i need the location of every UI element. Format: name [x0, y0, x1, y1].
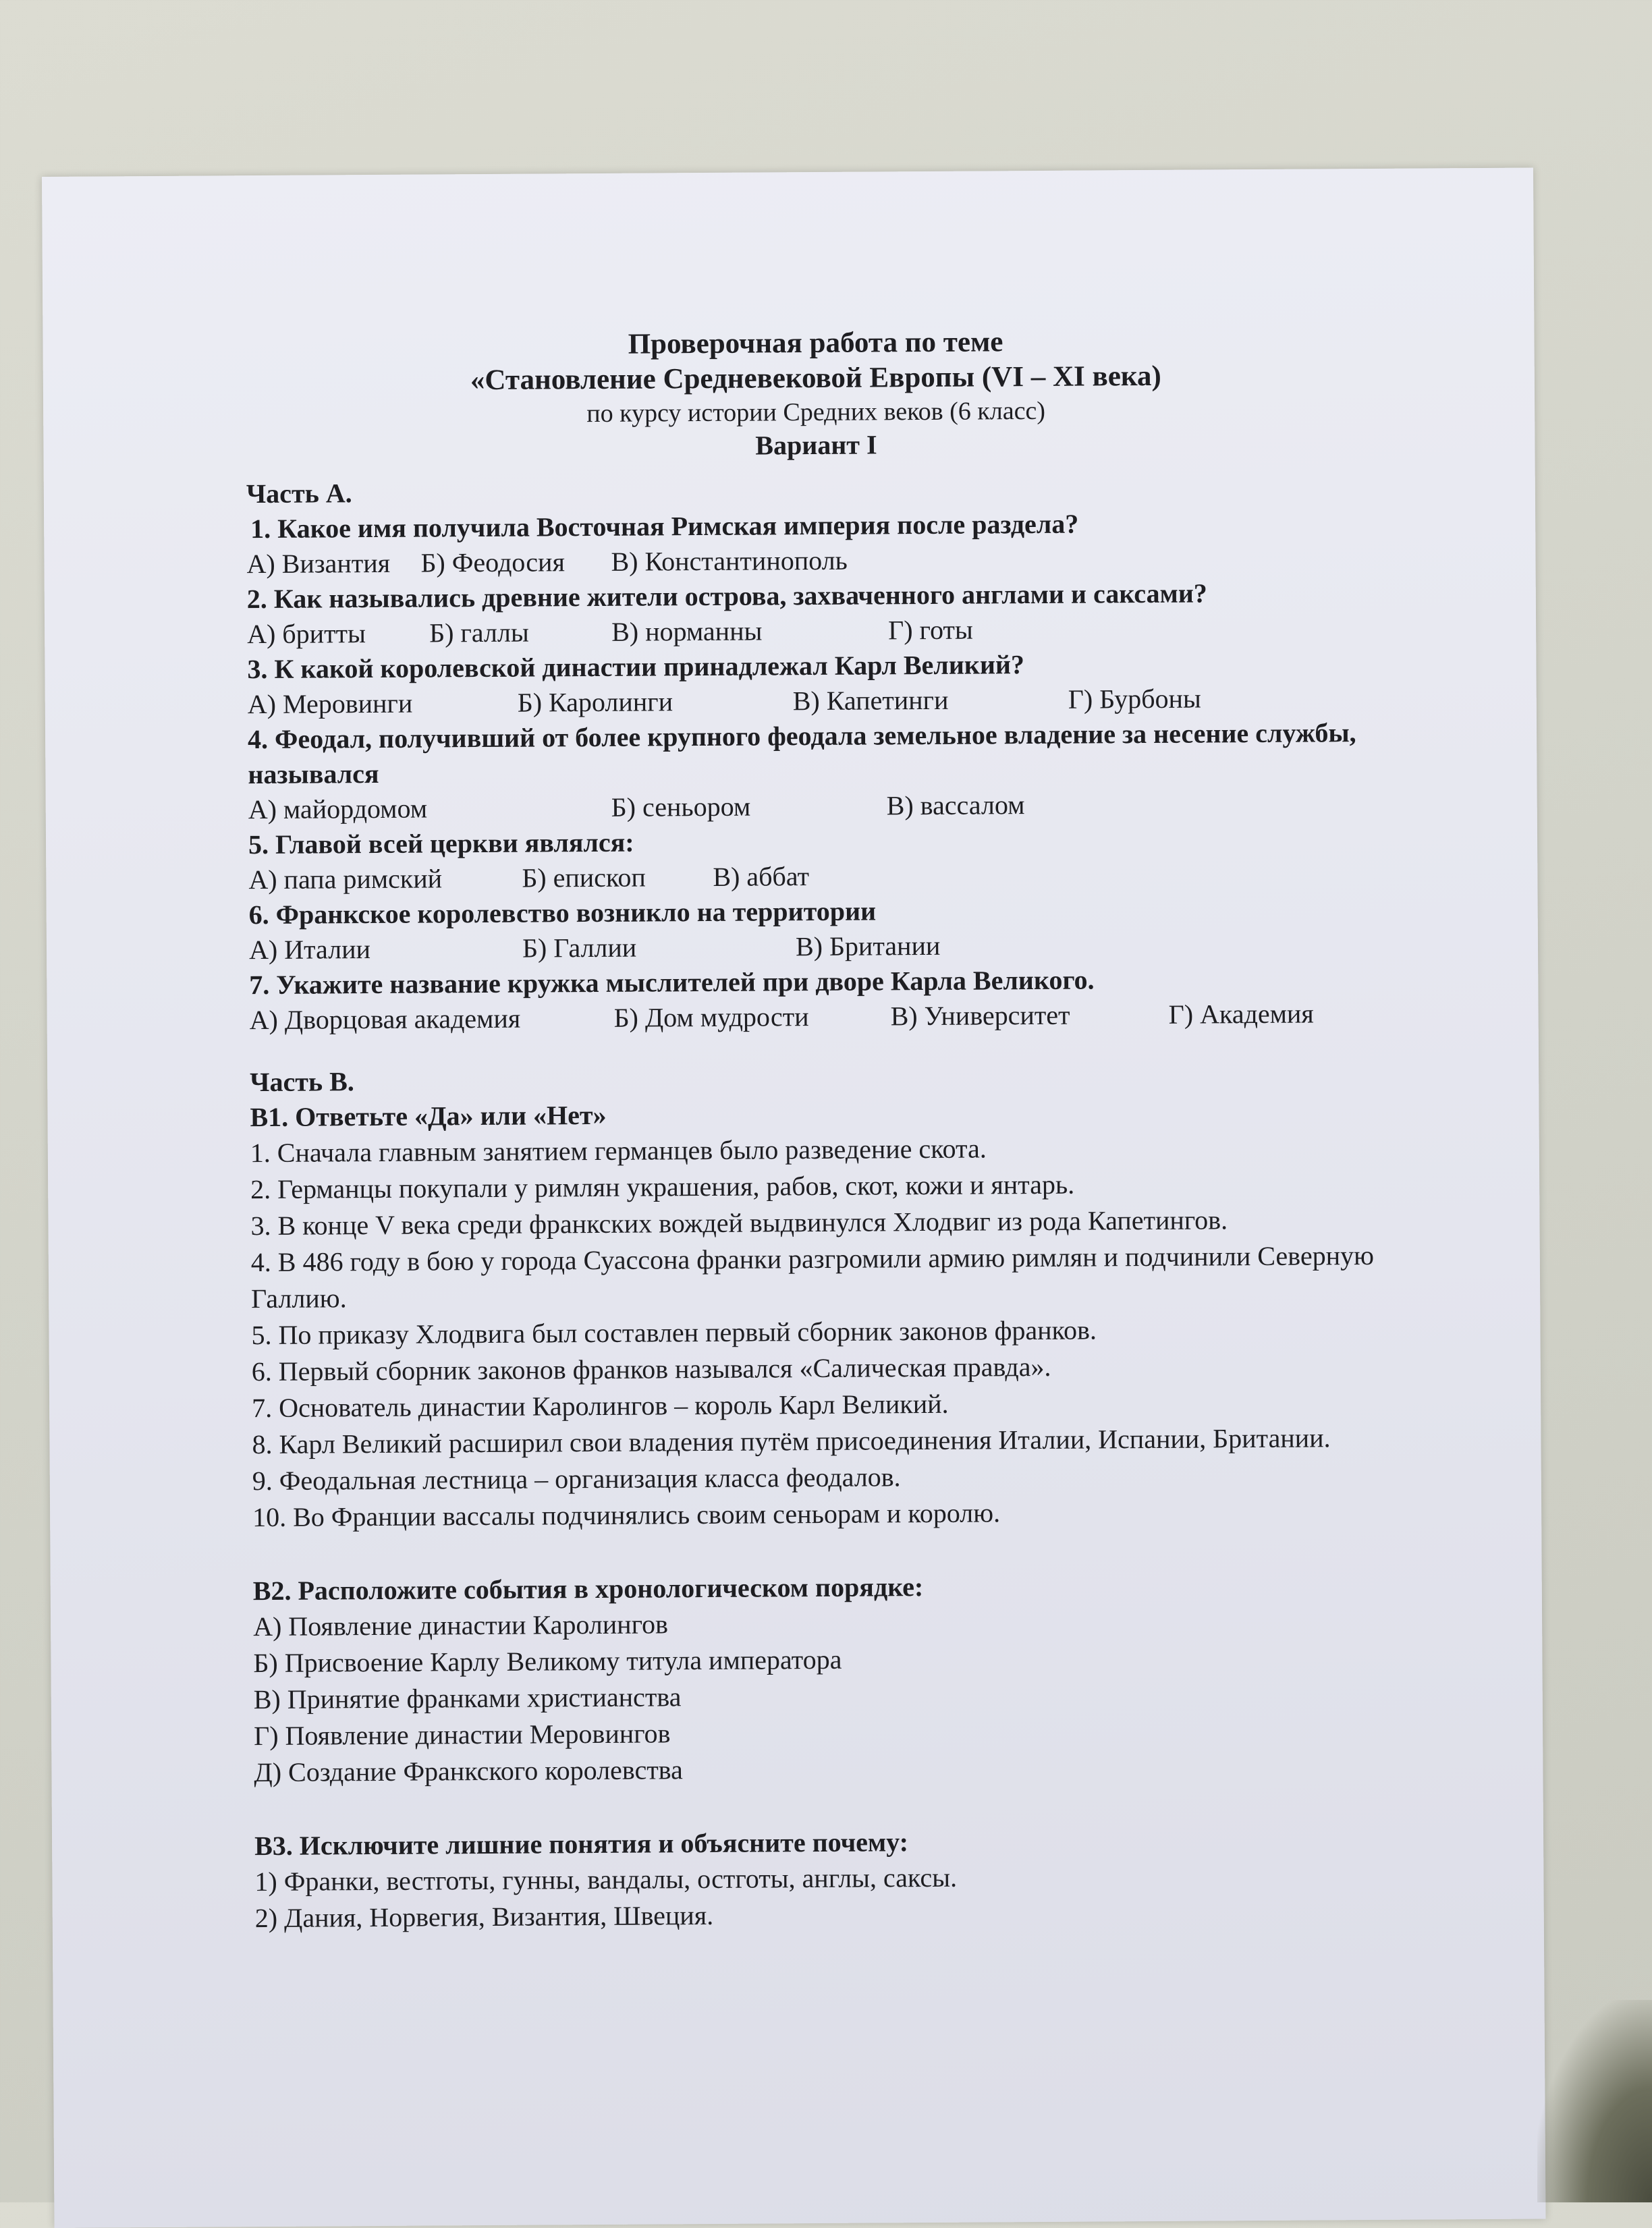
option: А) Дворцовая академия [249, 1003, 521, 1036]
b3-item: 1) Франки, вестготы, гунны, вандалы, остготы, англы, саксы. [254, 1862, 958, 1897]
question-5: 5. Главой всей церкви являлся: [248, 827, 634, 860]
b1-statement: 2. Германцы покупали у римлян украшения, рабов, скот, кожи и янтарь. [250, 1169, 1075, 1205]
b1-heading: В1. Ответьте «Да» или «Нет» [250, 1099, 607, 1133]
option: Г) готы [887, 614, 973, 646]
question-6: 6. Франкское королевство возникло на территории [248, 895, 877, 930]
b3-item: 2) Дания, Норвегия, Византия, Швеция. [254, 1899, 714, 1934]
b1-statement: 6. Первый сборник законов франков назывался «Салическая правда». [251, 1351, 1051, 1387]
option: Г) Академия [1168, 998, 1314, 1030]
b1-statement: 4. В 486 году в бою у города Суассона франки разгромили армию римлян и подчинили Северную Галлию. [250, 1240, 1375, 1314]
b2-item: Б) Присвоение Карлу Великому титула императора [253, 1644, 842, 1679]
option: Б) Дом мудрости [613, 1001, 809, 1033]
b2-item: В) Принятие франками христианства [253, 1681, 682, 1715]
title-line-2: «Становление Средневековой Европы (VI – XI века) [470, 360, 1161, 397]
option: А) папа римский [248, 863, 443, 895]
option: В) Капетинги [792, 684, 949, 717]
option: Б) Галлии [522, 932, 637, 964]
b1-statement: 1. Сначала главным занятием германцев было разведение скота. [250, 1133, 987, 1169]
b2-item: А) Появление династии Каролингов [252, 1609, 669, 1642]
option: Б) Феодосия [420, 547, 566, 578]
b1-statement: 7. Основатель династии Каролингов – король Карл Великий. [252, 1388, 949, 1424]
variant-label: Вариант I [755, 429, 877, 461]
question-4: 4. Феодал, получивший от более крупного феодала земельное владение за несение службы, назывался [247, 717, 1356, 790]
title-line-3: по курсу истории Средних веков (6 класс) [586, 396, 1046, 428]
question-7: 7. Укажите название кружка мыслителей при дворе Карла Великого. [249, 964, 1095, 1001]
b2-heading: В2. Расположите события в хронологическом порядке: [252, 1571, 924, 1607]
option: А) Византия [246, 547, 391, 580]
option: В) вассалом [886, 789, 1025, 821]
question-2: 2. Как назывались древние жители острова, захваченного англами и саксами? [246, 578, 1207, 615]
option: В) Константинополь [611, 545, 848, 577]
document-body [246, 469, 1504, 1937]
title-line-1: Проверочная работа по теме [628, 326, 1003, 360]
b1-statement: 10. Во Франции вассалы подчинялись своим сеньорам и королю. [252, 1497, 1001, 1533]
part-a-heading: Часть А. [246, 478, 352, 509]
option: А) Меровинги [247, 688, 413, 720]
table-shadow [1537, 2000, 1652, 2202]
b3-heading: В3. Исключите лишние понятия и объясните почему: [254, 1827, 909, 1862]
b1-statement: 5. По приказу Хлодвига был составлен первый сборник законов франков. [251, 1314, 1097, 1351]
option: В) Университет [890, 999, 1070, 1032]
option: В) аббат [713, 861, 810, 892]
option: Б) галлы [429, 617, 529, 648]
option: А) майордомом [248, 793, 428, 825]
b1-statement: 9. Феодальная лестница – организация класса феодалов. [252, 1461, 901, 1497]
b1-statement: 3. В конце V века среди франкских вождей выдвинулся Хлодвиг из рода Капетингов. [250, 1204, 1228, 1242]
question-1: 1. Какое имя получила Восточная Римская империя после раздела? [250, 508, 1079, 545]
option: Б) сеньором [611, 791, 751, 823]
document-header [43, 321, 1535, 466]
part-b-heading: Часть В. [250, 1066, 354, 1098]
document-content [42, 167, 1535, 1934]
option: А) Италии [248, 934, 371, 966]
option: Б) епископ [522, 862, 646, 893]
paper-sheet [42, 167, 1546, 2227]
option: В) Британии [795, 930, 941, 962]
b2-item: Д) Создание Франкского королевства [254, 1754, 683, 1788]
option: Г) Бурбоны [1068, 683, 1201, 715]
question-3: 3. К какой королевской династии принадлежал Карл Великий? [247, 649, 1025, 685]
option: А) бритты [247, 618, 366, 650]
b1-statement: 8. Карл Великий расширил свои владения путём присоединения Италии, Испании, Британии. [252, 1422, 1331, 1460]
option: В) норманны [611, 615, 763, 647]
b2-item: Г) Появление династии Меровингов [253, 1718, 671, 1752]
option: Б) Каролинги [517, 686, 673, 718]
